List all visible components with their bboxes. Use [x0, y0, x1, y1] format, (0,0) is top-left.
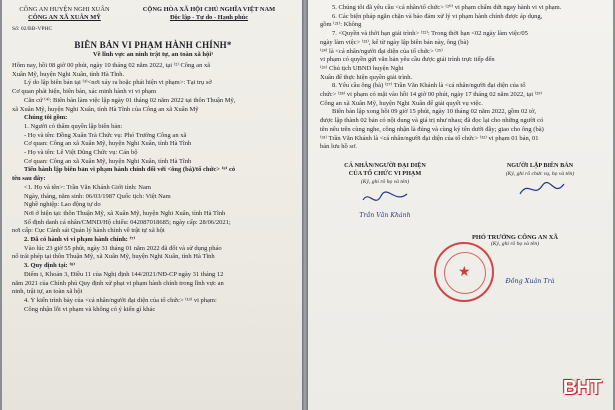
violator-caption-2: CỦA TỔ CHỨC VI PHẠM [348, 169, 422, 177]
document-text-line: 1. Người có thẩm quyền lập biên bản: [24, 122, 123, 130]
document-text-line: Cơ quan: Công an xã Xuân Mỹ, huyện Nghi Xuân, tỉnh Hà Tĩnh [24, 140, 192, 148]
document-title: BIÊN BẢN VI PHẠM HÀNH CHÍNH* [74, 40, 232, 50]
document-text-line: Hôm nay, hồi 08 giờ 00 phút, ngày 10 tháng 02 năm 2022, tại ⁽²⁾ Công an xã [12, 62, 211, 69]
signature-row [320, 162, 605, 220]
org-line-1: CÔNG AN HUYỆN NGHI XUÂN [19, 6, 110, 13]
violator-note: (Ký, ghi rõ họ và tên) [360, 178, 410, 185]
document-text-line: Biên bản lập xong hồi 09 giờ 15 phút, ngày 10 tháng 02 năm 2022, gồm 02 tờ, [332, 108, 537, 116]
document-text-line: Nơi ở hiện tại: thôn Thuận Mỹ, xã Xuân Mỹ, huyện Nghi Xuân, tỉnh Hà Tĩnh [24, 209, 226, 217]
document-text-line: 3. Quy định tại: ⁽⁸⁾ [24, 262, 76, 270]
document-subtitle: Về lĩnh vực an ninh trật tự, an toàn xã hội¹ [92, 51, 214, 58]
document-text-line: Căn cứ ⁽⁴⁾: Biên bản làm việc lập ngày 01 tháng 02 năm 2022 tại thôn Thuận Mỹ, [24, 96, 236, 104]
officer-note: (Ký, ghi rõ chức vụ, họ và tên) [505, 170, 575, 177]
officer-signature-block [475, 162, 605, 220]
document-text-line: - Họ và tên: Đồng Xuân Trà Chức vụ: Phó Trưởng Công an xã [24, 131, 187, 139]
violator-caption-1: CÁ NHÂN/NGƯỜI ĐẠI DIỆN [344, 161, 426, 169]
document-text-line: ⁽²⁴⁾ là <cá nhân/người đại diện của tổ chức> ⁽²⁵⁾ [320, 47, 443, 55]
document-text-line: Cơ quan: Công an xã Xuân Mỹ, huyện Nghi Xuân, tỉnh Hà Tĩnh [24, 157, 192, 165]
nation-line-1: CỘNG HÒA XÃ HỘI CHỦ NGHĨA VIỆT NAM [142, 6, 276, 13]
document-header [12, 6, 294, 22]
document-text-line: tên nêu trên cùng nghe, công nhận là đúng và cùng ký tên dưới đây; giao cho ông (bà) [320, 125, 544, 133]
right-document-page [308, 0, 613, 410]
document-text-line: Điểm i, Khoản 3, Điều 11 của Nghị định 144/2021/NĐ-CP ngày 31 tháng 12 [24, 270, 224, 278]
document-text-line: ⁽²⁶⁾ Chủ tịch UBND huyện Nghi [320, 64, 404, 72]
nation-line-2: Độc lập - Tự do - Hạnh phúc [169, 14, 249, 21]
document-text-line: bản lưu hồ sơ. [320, 143, 357, 151]
violator-signature-scribble [320, 186, 450, 212]
document-text-line: Lý do lập biên bản tại ⁽³⁾<nơi xảy ra hoặc phát hiện vi phạm>: Tại trụ sở [24, 79, 212, 87]
document-text-line: Số định danh cá nhân/CMND/Hộ chiếu: 042087018685; ngày cấp: 28/06/2021; [24, 218, 231, 226]
document-text-line: ninh, trật tự, an toàn xã hội [12, 288, 83, 296]
document-text-line: ngày làm việc> ⁽²³⁾, kể từ ngày lập biên bản này, ông (bà) [320, 38, 469, 46]
document-text-line: 8. Yêu cầu ông (bà) ⁽²⁷⁾ Trần Văn Khánh là <cá nhân/người đại diện của tổ [332, 82, 526, 90]
document-text-line: <1. Họ và tên>: Trần Văn Khánh Giới tính: Nam [24, 183, 151, 191]
deputy-chief-caption: PHÓ TRƯỞNG CÔNG AN XÃ [472, 233, 558, 241]
document-text-line: Vào lúc 23 giờ 55 phút, ngày 31 tháng 01 năm 2022 đã đốt và sử dụng pháo [24, 244, 222, 252]
document-text-line: Tiến hành lập biên bản vi phạm hành chính đối với <ông (bà)/tổ chức> ⁽⁶⁾ có [24, 166, 236, 174]
document-text-line: chức> ⁽²⁸⁾ vi phạm có mặt vào hồi 14 giờ 00 phút, ngày 17 tháng 02 năm 2022, tại ⁽²⁹⁾ [320, 91, 543, 99]
stamp-star-icon: ★ [458, 264, 471, 280]
document-text-line: xã Xuân Mỹ, huyện Nghi Xuân, tỉnh Hà Tĩnh của Công an xã Xuân Mỹ [12, 105, 199, 113]
deputy-chief-handwritten-name: Đồng Xuân Trà [505, 276, 555, 285]
document-text-line: 2. Đã có hành vi vi phạm hành chính: ⁽⁷⁾ [24, 236, 136, 244]
document-text-line: vi phạm có quyền gửi văn bản yêu cầu được giải trình trực tiếp đến [320, 56, 495, 64]
document-text-line: năm 2021 của Chính phủ Quy định xử phạt vi phạm hành chính trong lĩnh vực an [12, 279, 224, 287]
deputy-chief-note: (Ký, ghi rõ họ và tên) [490, 240, 540, 247]
violator-handwritten-name: Trần Văn Khánh [359, 211, 411, 219]
document-text-line: 7. <Quyền và thời hạn giải trình> ⁽²²⁾: Trong thời hạn <02 ngày làm việc/05 [332, 30, 528, 38]
document-text-line: nổ trái phép tại thôn Thuận Mỹ, xã Xuân Mỹ, huyện Nghi Xuân, tỉnh Hà Tĩnh [12, 253, 215, 261]
document-text-line: Xuân để thực hiện quyền giải trình. [320, 73, 413, 81]
right-body-text [320, 4, 605, 152]
left-body-text [12, 62, 294, 314]
document-text-line: Ngày, tháng, năm sinh: 06/03/1987 Quốc tịch: Việt Nam [24, 192, 171, 200]
document-number: Số: 02/BB-VPHC [12, 26, 53, 32]
document-text-line: ⁽³¹⁾ Trần Văn Khánh là <cá nhân/người đại diện của tổ chức> ⁽³²⁾ vi phạm 01 bản, 01 [320, 134, 539, 142]
logo-text: BHT [562, 377, 601, 399]
document-text-line: Công nhận lỗi vi phạm và không có ý kiến gì khác [24, 305, 156, 313]
document-text-line: gồm ⁽²¹⁾: Không [320, 21, 362, 29]
document-text-line: 5. Chúng tôi đã yêu cầu <cá nhân/tổ chức> ⁽²⁰⁾ vi phạm chấm dứt ngay hành vi vi phạm. [332, 4, 562, 11]
officer-caption: NGƯỜI LẬP BIÊN BẢN [506, 161, 574, 169]
org-line-2: CÔNG AN XÃ XUÂN MỸ [28, 14, 101, 21]
document-text-line: 6. Các biện pháp ngăn chặn và bảo đảm xử lý vi phạm hành chính được áp dụng, [332, 12, 543, 20]
document-text-line: Nghề nghiệp: Lao động tự do [24, 201, 101, 209]
document-text-line: - Họ và tên: Lê Việt Dũng Chức vụ: Cán bộ [24, 149, 138, 157]
left-document-page [2, 0, 302, 410]
violator-signature-block [320, 162, 450, 220]
document-text-line: Công an xã Xuân Mỹ, huyện Nghi Xuân để giải quyết vụ việc. [320, 99, 483, 107]
document-text-line: Xuân Mỹ, huyện Nghi Xuân, tỉnh Hà Tĩnh. [12, 70, 125, 78]
document-text-line: 4. Ý kiến trình bày của <cá nhân/người đại diện của tổ chức> ⁽¹³⁾ vi phạm: [24, 296, 217, 304]
document-text-line: nơi cấp: Cục Cảnh sát Quản lý hành chính về trật tự xã hội [12, 227, 165, 235]
document-text-line: Chúng tôi gồm: [24, 114, 68, 122]
officer-signature-scribble [475, 178, 605, 204]
red-official-stamp [434, 242, 494, 302]
document-text-line: được lập thành 02 bản có nội dung và giá trị như nhau; đã đọc lại cho những người có [320, 117, 544, 125]
document-text-line: tên sau đây: [12, 175, 46, 183]
document-text-line: Cơ quan phát hiện, biên bản, xác minh hành vi vi phạm [12, 88, 157, 96]
deputy-chief-signature-block [440, 234, 590, 285]
bht-logo [563, 377, 601, 400]
